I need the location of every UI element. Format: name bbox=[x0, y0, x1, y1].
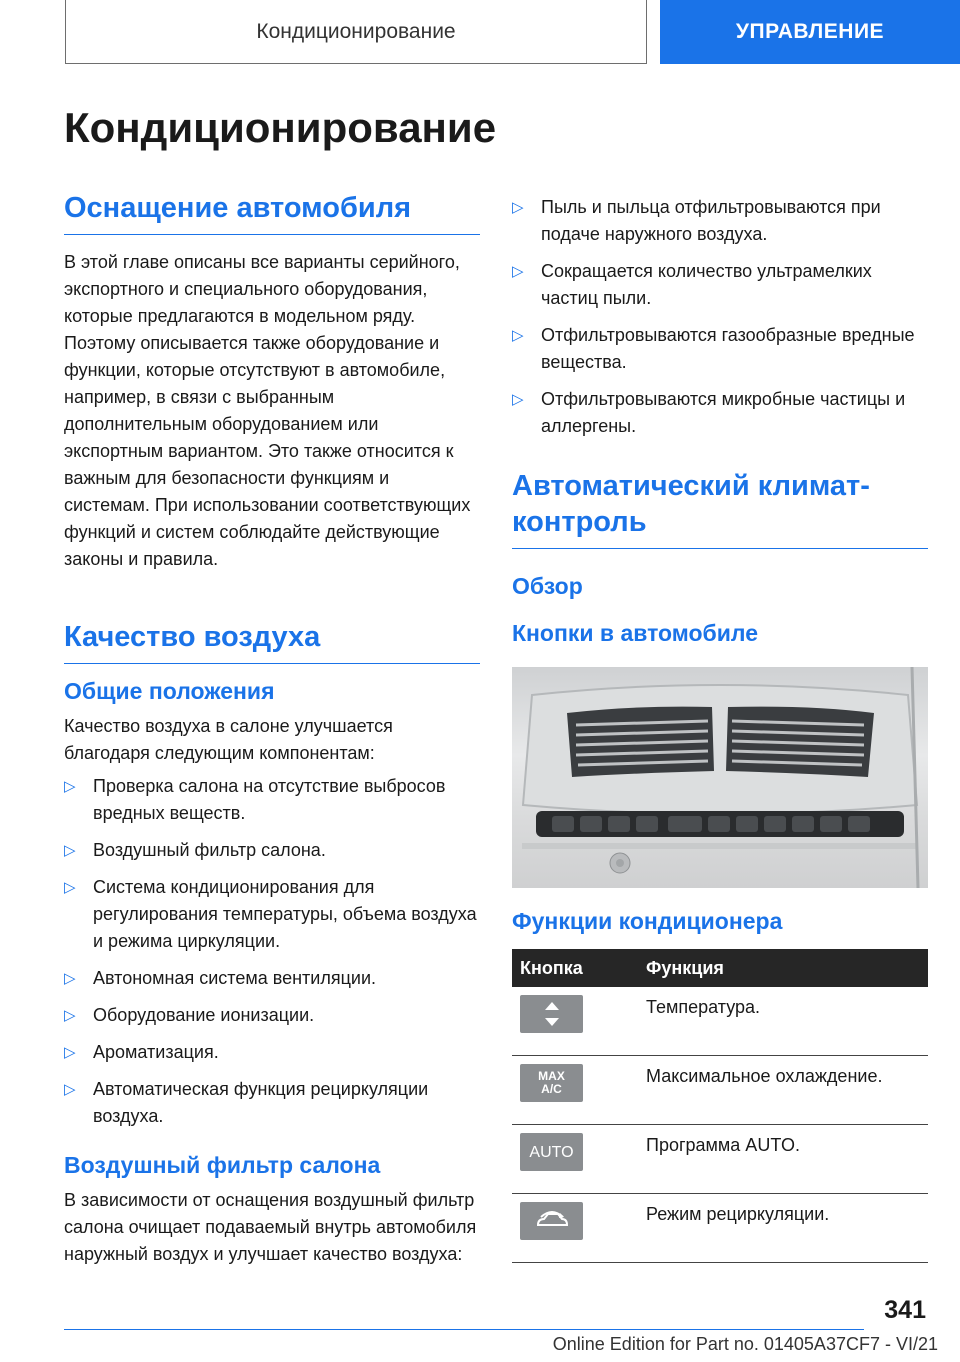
chapter-tab[interactable] bbox=[65, 0, 647, 64]
list-item-text: Ароматизация. bbox=[93, 1042, 219, 1062]
triangle-bullet-icon: ▷ bbox=[512, 263, 524, 280]
column-header-function: Функция bbox=[638, 949, 928, 987]
button-cell bbox=[512, 1194, 638, 1263]
list-item bbox=[64, 1002, 480, 1029]
table-row bbox=[512, 1056, 928, 1125]
list-item bbox=[64, 837, 480, 864]
auto-icon: AUTO bbox=[520, 1133, 583, 1171]
filter-text: В зависимости от оснащения воздушный фильтр салона очищает подаваемый внутрь автомобиля наружный воздух и улучшает качество воздуха: bbox=[64, 1190, 477, 1264]
temperature-arrows-icon bbox=[520, 995, 583, 1033]
list-item-text: Автономная система вентиляции. bbox=[93, 968, 377, 988]
column-header-button: Кнопка bbox=[512, 949, 638, 987]
function-cell: Температура. bbox=[638, 987, 928, 1056]
triangle-bullet-icon: ▷ bbox=[64, 778, 76, 795]
function-cell: Режим рециркуляции. bbox=[638, 1194, 928, 1263]
list-item bbox=[64, 1039, 480, 1066]
buttons-heading: Кнопки в автомобиле bbox=[512, 620, 758, 646]
triangle-bullet-icon: ▷ bbox=[512, 199, 524, 216]
button-cell bbox=[512, 1125, 638, 1194]
right-column bbox=[512, 190, 928, 1263]
footer-divider bbox=[64, 1329, 864, 1330]
function-cell: Программа AUTO. bbox=[638, 1125, 928, 1194]
equipment-heading: Оснащение автомобиля bbox=[64, 190, 480, 235]
list-item bbox=[64, 1076, 480, 1130]
triangle-bullet-icon: ▷ bbox=[64, 1007, 76, 1024]
air-quality-heading: Качество воздуха bbox=[64, 619, 480, 664]
footer-edition: Online Edition for Part no. 01405A37CF7 - VI/21 bbox=[552, 1334, 938, 1354]
page-number: 341 bbox=[884, 1296, 926, 1324]
list-item bbox=[512, 386, 928, 440]
dashboard-photo bbox=[512, 667, 928, 888]
list-item-text: Отфильтровываются микробные частицы и аллергены. bbox=[541, 389, 906, 436]
left-column bbox=[64, 190, 480, 1268]
list-item bbox=[64, 773, 480, 827]
triangle-bullet-icon: ▷ bbox=[512, 391, 524, 408]
button-cell bbox=[512, 987, 638, 1056]
triangle-bullet-icon: ▷ bbox=[64, 970, 76, 987]
filter-benefits-list bbox=[512, 194, 928, 440]
functions-table bbox=[512, 949, 928, 1263]
section-tab-label: УПРАВЛЕНИЕ bbox=[735, 20, 885, 43]
table-row bbox=[512, 987, 928, 1056]
list-item-text: Сокращается количество ультрамелких частиц пыли. bbox=[541, 261, 872, 308]
list-item bbox=[512, 194, 928, 248]
list-item-text: Автоматическая функция рециркуляции воздуха. bbox=[93, 1079, 429, 1126]
equipment-text: В этой главе описаны все варианты серийного, экспортного и специального оборудования, которые предлагаются в модельном ряду. Поэтому описывается также оборудование и функции, которые отсутствуют в автомобиле, например, в связи с выбранным дополнительным оборудованием или экспортным вариантом. Это также относится к важным для безопасности функциям и системам. При использовании соответствующих функций и систем соблюдайте действующие законы и правила. bbox=[64, 252, 471, 569]
climate-control-heading: Автоматический климат-контроль bbox=[512, 468, 928, 549]
list-item bbox=[512, 322, 928, 376]
triangle-bullet-icon: ▷ bbox=[64, 879, 76, 896]
triangle-bullet-icon: ▷ bbox=[64, 1081, 76, 1098]
filter-heading: Воздушный фильтр салона bbox=[64, 1152, 381, 1178]
triangle-bullet-icon: ▷ bbox=[512, 327, 524, 344]
list-item-text: Система кондиционирования для регулирования температуры, объема воздуха и режима циркуляции. bbox=[93, 877, 477, 951]
list-item bbox=[64, 874, 480, 955]
list-item bbox=[512, 258, 928, 312]
recirculation-icon bbox=[520, 1202, 583, 1240]
triangle-bullet-icon: ▷ bbox=[64, 842, 76, 859]
general-text: Качество воздуха в салоне улучшается благодаря следующим компонентам: bbox=[64, 716, 393, 763]
list-item-text: Пыль и пыльца отфильтровываются при подаче наружного воздуха. bbox=[541, 197, 881, 244]
section-tab[interactable] bbox=[660, 0, 960, 64]
air-quality-list bbox=[64, 773, 480, 1130]
chapter-tab-label: Кондиционирование bbox=[256, 19, 456, 43]
dashboard-illustration bbox=[512, 667, 928, 888]
table-row bbox=[512, 1194, 928, 1263]
overview-heading: Обзор bbox=[512, 573, 583, 599]
list-item-text: Оборудование ионизации. bbox=[93, 1005, 315, 1025]
page-title: Кондиционирование bbox=[64, 104, 497, 151]
function-cell: Максимальное охлаждение. bbox=[638, 1056, 928, 1125]
list-item-text: Воздушный фильтр салона. bbox=[93, 840, 326, 860]
list-item-text: Проверка салона на отсутствие выбросов вредных веществ. bbox=[93, 776, 446, 823]
list-item-text: Отфильтровываются газообразные вредные вещества. bbox=[541, 325, 915, 372]
list-item bbox=[64, 965, 480, 992]
functions-heading: Функции кондиционера bbox=[512, 908, 783, 934]
triangle-bullet-icon: ▷ bbox=[64, 1044, 76, 1061]
table-header-row bbox=[512, 949, 928, 987]
button-cell bbox=[512, 1056, 638, 1125]
table-row bbox=[512, 1125, 928, 1194]
general-heading: Общие положения bbox=[64, 678, 275, 704]
max-ac-icon: MAX A/C bbox=[520, 1064, 583, 1102]
